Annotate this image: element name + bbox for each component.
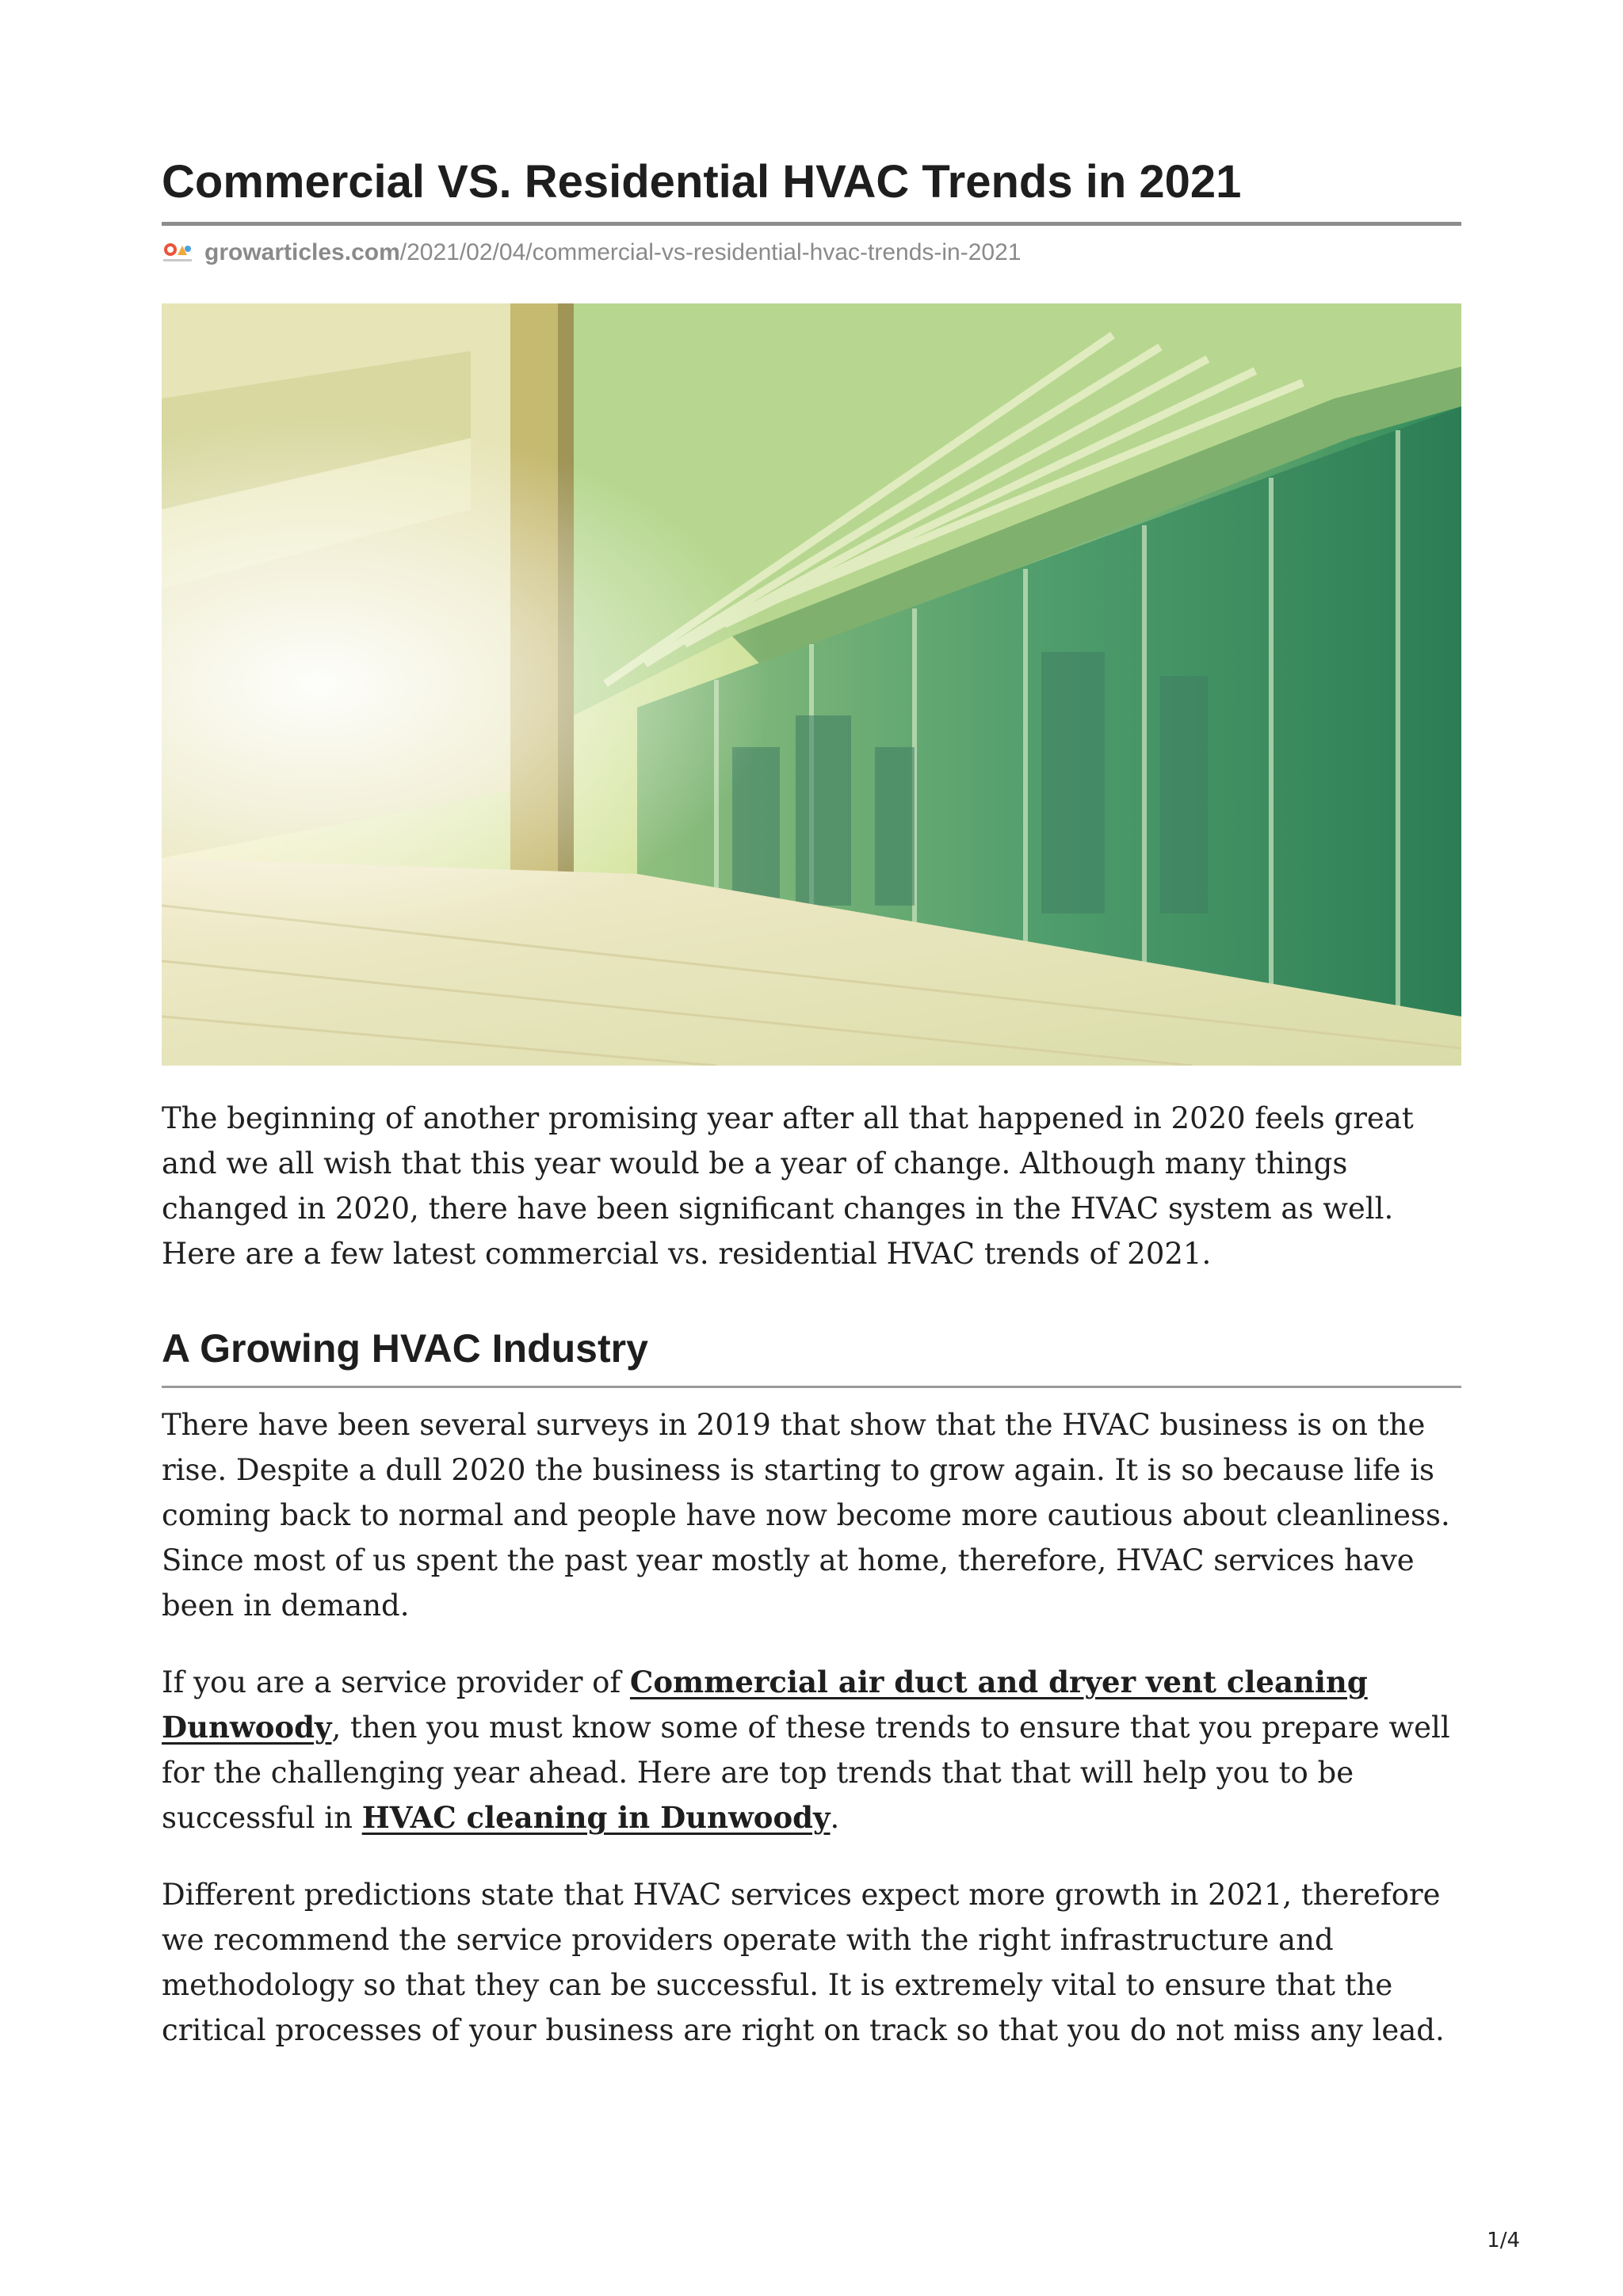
- paragraph-text: , then you must know some of these trends to ensure that you prepare well for the challenging year ahead. Here are top trends that that will help you to be successful in: [162, 1711, 1450, 1835]
- paragraph-text: If you are a service provider of: [162, 1665, 630, 1699]
- growarticles-logo-icon: [162, 241, 193, 265]
- commercial-air-duct-link[interactable]: Commercial air duct and dryer vent cleaning Dunwoody: [162, 1665, 1368, 1745]
- paragraph-text: .: [830, 1801, 840, 1835]
- industry-paragraph: There have been several surveys in 2019 that show that the HVAC business is on the rise. Despite a dull 2020 the business is starting to grow again. It is so because life is coming back to normal and people have now become more cautious about cleanliness. Since most of us spent the past year mostly at home, therefore, HVAC services have been in demand.: [162, 1408, 1450, 1623]
- service-provider-paragraph: [162, 1660, 1461, 1840]
- page-number: 1/4: [1487, 2229, 1520, 2252]
- article: [162, 151, 1461, 2053]
- glass-building-facade-photo: [162, 303, 1461, 1066]
- hvac-cleaning-link[interactable]: HVAC cleaning in Dunwoody: [361, 1800, 831, 1835]
- intro-paragraph: The beginning of another promising year after all that happened in 2020 feels great and we all wish that this year would be a year of change. Although many things changed in 2020, there have been significant changes in the HVAC system as well. Here are a few latest commercial vs. residential HVAC trends of 2021.: [162, 1101, 1414, 1271]
- source-path[interactable]: /2021/02/04/commercial-vs-residential-hvac-trends-in-2021: [399, 239, 1022, 265]
- source-line[interactable]: [162, 237, 1461, 269]
- source-domain[interactable]: growarticles.com: [204, 239, 400, 265]
- article-title: Commercial VS. Residential HVAC Trends in 2021: [162, 151, 1461, 226]
- section-heading: A Growing HVAC Industry: [162, 1321, 1461, 1388]
- predictions-paragraph: Different predictions state that HVAC services expect more growth in 2021, therefore we recommend the service providers operate with the right infrastructure and methodology so that they can be successful. It is extremely vital to ensure that the critical processes of your business are right on track so that you do not miss any lead.: [162, 1878, 1445, 2047]
